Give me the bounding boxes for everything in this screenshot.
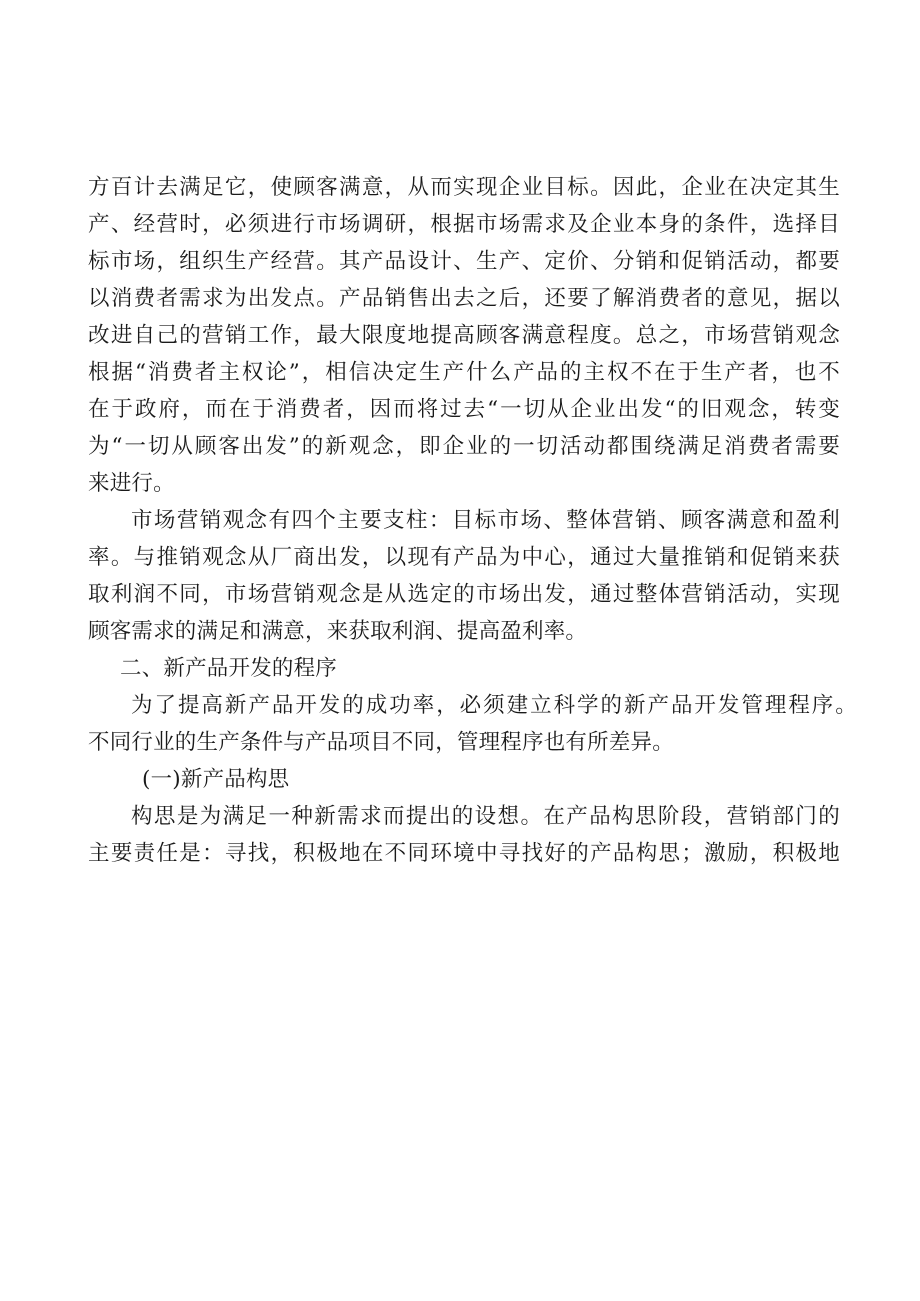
paragraph-2-line: 取利润不同，市场营销观念是从选定的市场出发，通过整体营销活动，实现 bbox=[88, 582, 840, 607]
subsection-heading: (一)新产品构思 bbox=[142, 767, 290, 792]
paragraph-1-line: 产、经营时，必须进行市场调研，根据市场需求及企业本身的条件，选择目 bbox=[88, 212, 840, 237]
paragraph-1-line: 标市场，组织生产经营。其产品设计、生产、定价、分销和促销活动，都要 bbox=[88, 249, 840, 274]
paragraph-1-line: 改进自己的营销工作，最大限度地提高顾客满意程度。总之，市场营销观念 bbox=[88, 323, 840, 348]
paragraph-4-line: 主要责任是：寻找，积极地在不同环境中寻找好的产品构思；激励，积极地 bbox=[88, 841, 840, 866]
paragraph-3-line: 不同行业的生产条件与产品项目不同，管理程序也有所差异。 bbox=[88, 730, 674, 755]
paragraph-1-line: 在于政府，而在于消费者，因而将过去“一切从企业出发“的旧观念，转变 bbox=[88, 397, 840, 422]
paragraph-2-line: 市场营销观念有四个主要支柱：目标市场、整体营销、顾客满意和盈利 bbox=[131, 508, 840, 533]
paragraph-2-line: 顾客需求的满足和满意，来获取利润、提高盈利率。 bbox=[88, 619, 588, 644]
paragraph-1-line: 根据“消费者主权论”，相信决定生产什么产品的主权不在于生产者，也不 bbox=[88, 360, 840, 385]
paragraph-4-line: 构思是为满足一种新需求而提出的设想。在产品构思阶段，营销部门的 bbox=[131, 804, 840, 829]
paragraph-2-line: 率。与推销观念从厂商出发，以现有产品为中心，通过大量推销和促销来获 bbox=[88, 545, 840, 570]
paragraph-3-line: 为了提高新产品开发的成功率，必须建立科学的新产品开发管理程序。 bbox=[131, 693, 857, 718]
paragraph-1-line: 方百计去满足它，使顾客满意，从而实现企业目标。因此，企业在决定其生 bbox=[88, 175, 840, 200]
section-heading: 二、新产品开发的程序 bbox=[120, 656, 338, 681]
paragraph-1-line: 以消费者需求为出发点。产品销售出去之后，还要了解消费者的意见，据以 bbox=[88, 286, 840, 311]
paragraph-1-line: 来进行。 bbox=[88, 471, 175, 496]
paragraph-1-line: 为“一切从顾客出发”的新观念，即企业的一切活动都围绕满足消费者需要 bbox=[88, 434, 840, 459]
